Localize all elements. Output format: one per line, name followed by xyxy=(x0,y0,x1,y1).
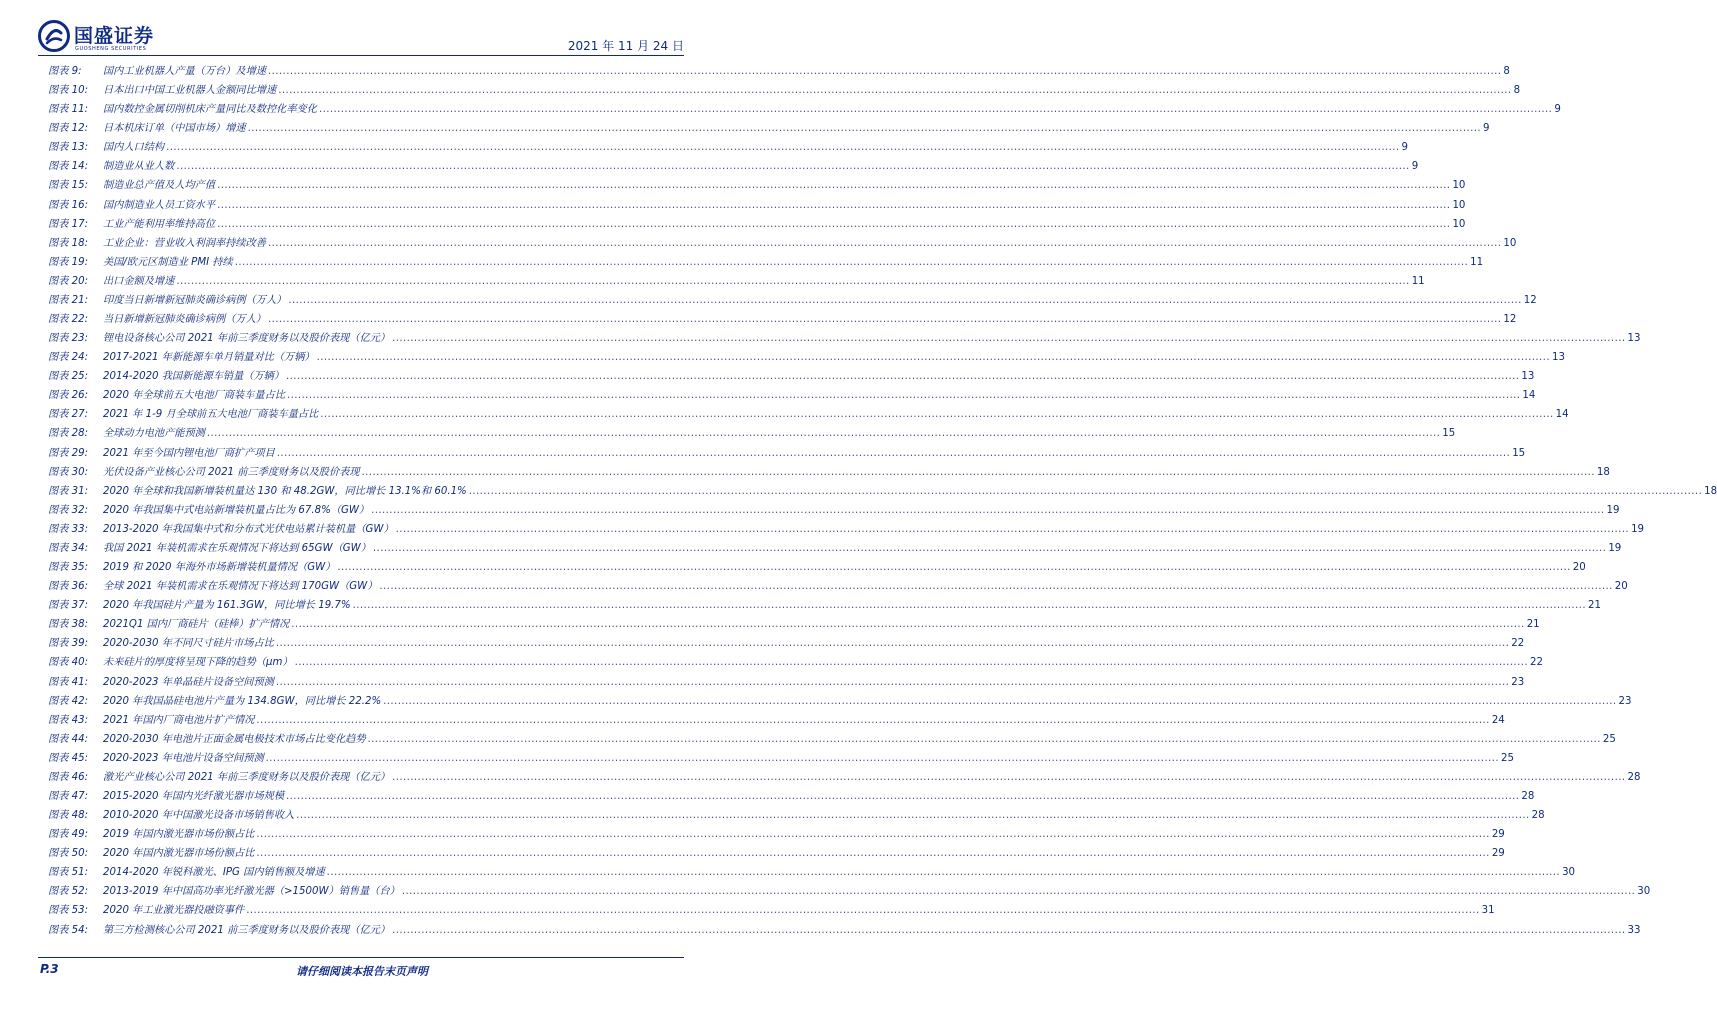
toc-figure-title: 2019 年国内激光器市场份额占比 xyxy=(103,829,255,841)
toc-page-number: 9 xyxy=(1483,123,1490,135)
toc-figure-title: 2015-2020 年国内光纤激光器市场规模 xyxy=(103,790,285,802)
toc-page-number: 10 xyxy=(1503,237,1517,249)
toc-page-number: 13 xyxy=(1627,333,1641,345)
toc-figure-title: 工业产能利用率维持高位 xyxy=(103,218,216,230)
toc-figure-label: 图表 18: xyxy=(48,237,89,249)
toc-figure-label: 图表 36: xyxy=(48,581,89,593)
toc-leader-dots xyxy=(337,558,1570,577)
toc-entry[interactable] xyxy=(48,138,1408,157)
toc-figure-label: 图表 12: xyxy=(48,123,89,135)
toc-figure-title: 2019 和 2020 年海外市场新增装机量情况（GW） xyxy=(103,562,336,574)
toc-page-number: 25 xyxy=(1602,733,1616,745)
toc-figure-label: 图表 19: xyxy=(48,256,89,268)
toc-leader-dots xyxy=(217,176,1450,195)
toc-figure-title: 2020-2030 年电池片正面金属电极技术市场占比变化趋势 xyxy=(103,733,366,745)
toc-leader-dots xyxy=(256,844,1489,863)
toc-page-number: 11 xyxy=(1470,256,1484,268)
toc-page-number: 19 xyxy=(1631,523,1645,535)
toc-leader-dots xyxy=(392,921,1625,940)
toc-figure-label: 图表 43: xyxy=(48,714,89,726)
toc-entry[interactable] xyxy=(48,501,1620,520)
toc-figure-label: 图表 27: xyxy=(48,409,89,421)
toc-figure-label: 图表 13: xyxy=(48,142,89,154)
toc-figure-label: 图表 26: xyxy=(48,390,89,402)
toc-entry[interactable] xyxy=(48,291,1537,310)
toc-page-number: 12 xyxy=(1503,314,1517,326)
toc-leader-dots xyxy=(392,768,1625,787)
toc-page-number: 18 xyxy=(1704,485,1717,497)
toc-page-number: 31 xyxy=(1481,905,1495,917)
toc-page-number: 30 xyxy=(1562,867,1576,879)
toc-entry[interactable] xyxy=(48,577,1628,596)
toc-leader-dots xyxy=(379,577,1612,596)
toc-figure-title: 制造业从业人数 xyxy=(103,161,175,173)
toc-page-number: 28 xyxy=(1531,810,1545,822)
toc-figure-label: 图表 14: xyxy=(48,161,89,173)
toc-figure-label: 图表 45: xyxy=(48,752,89,764)
toc-figure-title: 第三方检测核心公司 2021 前三季度财务以及股价表现（亿元） xyxy=(103,924,391,936)
toc-figure-title: 2013-2019 年中国高功率光纤激光器（>1500W）销售量（台） xyxy=(103,886,400,898)
toc-figure-title: 2021 年国内厂商电池片扩产情况 xyxy=(103,714,255,726)
toc-page-number: 28 xyxy=(1521,790,1535,802)
toc-leader-dots xyxy=(396,520,1629,539)
toc-figure-label: 图表 24: xyxy=(48,352,89,364)
disclaimer-note: 请仔细阅读本报告末页声明 xyxy=(296,965,428,978)
toc-figure-label: 图表 33: xyxy=(48,523,89,535)
toc-figure-title: 美国/欧元区制造业 PMI 持续 xyxy=(103,256,233,268)
toc-entry[interactable] xyxy=(48,157,1419,176)
toc-figure-title: 2020 年全球前五大电池厂商装车量占比 xyxy=(103,390,285,402)
toc-page-number: 8 xyxy=(1513,85,1521,97)
toc-page-number: 25 xyxy=(1501,752,1515,764)
toc-figure-label: 图表 25: xyxy=(48,371,89,383)
page-number: P.3 xyxy=(40,962,59,976)
toc-figure-label: 图表 54: xyxy=(48,924,89,936)
toc-figure-title: 印度当日新增新冠肺炎确诊病例（万人） xyxy=(103,294,287,306)
toc-figure-title: 2021Q1 国内厂商硅片（硅棒）扩产情况 xyxy=(103,619,290,631)
toc-page-number: 24 xyxy=(1491,714,1505,726)
toc-figure-label: 图表 46: xyxy=(48,771,89,783)
toc-figure-title: 2020-2023 年电池片设备空间预测 xyxy=(103,752,264,764)
toc-page-number: 9 xyxy=(1554,104,1561,116)
toc-figure-title: 2020 年工业激光器投融资事件 xyxy=(103,905,245,917)
toc-page-number: 20 xyxy=(1614,581,1628,593)
toc-entry[interactable] xyxy=(48,405,1569,424)
header-divider xyxy=(38,55,684,56)
toc-leader-dots xyxy=(217,215,1450,234)
toc-entry[interactable] xyxy=(48,463,1610,482)
toc-leader-dots xyxy=(319,100,1552,119)
toc-figure-label: 图表 37: xyxy=(48,600,89,612)
toc-leader-dots xyxy=(217,196,1450,215)
toc-page-number: 28 xyxy=(1627,771,1641,783)
toc-figure-title: 日本机床订单（中国市场）增速 xyxy=(103,123,246,135)
toc-entry[interactable] xyxy=(48,272,1425,291)
toc-page-number: 9 xyxy=(1411,161,1419,173)
toc-entry[interactable] xyxy=(48,310,1517,329)
toc-page-number: 19 xyxy=(1606,504,1620,516)
toc-page-number: 10 xyxy=(1452,180,1466,192)
toc-leader-dots xyxy=(287,386,1520,405)
toc-figure-title: 2021 年 1-9 月全球前五大电池厂商装车量占比 xyxy=(103,409,319,421)
toc-figure-label: 图表 38: xyxy=(48,619,89,631)
toc-figure-label: 图表 29: xyxy=(48,447,89,459)
toc-figure-title: 2020 年我国硅片产量为 161.3GW，同比增长 19.7% xyxy=(103,600,351,612)
toc-page-number: 10 xyxy=(1452,218,1466,230)
toc-figure-title: 2017-2021 年新能源车单月销量对比（万辆） xyxy=(103,352,315,364)
toc-figure-label: 图表 10: xyxy=(48,85,89,97)
toc-leader-dots xyxy=(327,863,1560,882)
toc-figure-label: 图表 16: xyxy=(48,199,89,211)
toc-leader-dots xyxy=(176,272,1409,291)
toc-entry[interactable] xyxy=(48,348,1565,367)
toc-leader-dots xyxy=(320,405,1553,424)
toc-figure-label: 图表 20: xyxy=(48,275,89,287)
toc-entry[interactable] xyxy=(48,539,1622,558)
toc-leader-dots xyxy=(353,596,1586,615)
toc-figure-title: 2020 年我国晶硅电池片产量为 134.8GW，同比增长 22.2% xyxy=(103,695,382,707)
toc-figure-label: 图表 44: xyxy=(48,733,89,745)
toc-entry[interactable] xyxy=(48,673,1525,692)
toc-figure-title: 2020 年全球和我国新增装机量达 130 和 48.2GW，同比增长 13.1%和 60.1% xyxy=(103,485,467,497)
toc-figure-label: 图表 32: xyxy=(48,504,89,516)
toc-figure-title: 2013-2020 年我国集中式和分布式光伏电站累计装机量（GW） xyxy=(103,523,394,535)
toc-leader-dots xyxy=(291,615,1524,634)
toc-leader-dots xyxy=(276,673,1509,692)
toc-entry[interactable] xyxy=(48,100,1561,119)
toc-entry[interactable] xyxy=(48,424,1456,443)
toc-entry[interactable] xyxy=(48,768,1641,787)
toc-entry[interactable] xyxy=(48,921,1641,940)
toc-entry[interactable] xyxy=(48,882,1651,901)
toc-figure-label: 图表 9: xyxy=(48,66,82,77)
brand-emblem-icon xyxy=(38,20,70,52)
toc-figure-title: 激光产业核心公司 2021 年前三季度财务以及股价表现（亿元） xyxy=(103,771,391,783)
brand-logo xyxy=(38,20,198,54)
toc-entry[interactable] xyxy=(48,787,1535,806)
toc-leader-dots xyxy=(256,825,1489,844)
toc-page-number: 9 xyxy=(1401,142,1408,154)
toc-page-number: 14 xyxy=(1522,390,1536,402)
toc-figure-label: 图表 30: xyxy=(48,466,89,478)
toc-figure-label: 图表 28: xyxy=(48,428,89,440)
toc-figure-label: 图表 52: xyxy=(48,886,89,898)
toc-figure-label: 图表 50: xyxy=(48,848,89,860)
toc-leader-dots xyxy=(371,501,1604,520)
toc-entry[interactable] xyxy=(48,692,1632,711)
toc-entry[interactable] xyxy=(48,81,1521,100)
toc-entry[interactable] xyxy=(48,196,1466,215)
table-of-figures xyxy=(48,62,1717,940)
toc-page-number: 18 xyxy=(1596,466,1610,478)
brand-name: 国盛证券 xyxy=(74,25,155,47)
toc-figure-label: 图表 17: xyxy=(48,218,89,230)
toc-figure-label: 图表 31: xyxy=(48,485,89,497)
toc-figure-title: 国内工业机器人产量（万台）及增速 xyxy=(103,66,266,77)
toc-figure-title: 2021 年至今国内锂电池厂商扩产项目 xyxy=(103,447,275,459)
toc-page-number: 19 xyxy=(1608,542,1622,554)
toc-leader-dots xyxy=(295,653,1528,672)
toc-page-number: 29 xyxy=(1491,848,1505,860)
toc-leader-dots xyxy=(207,424,1440,443)
toc-figure-title: 国内人口结构 xyxy=(103,142,165,154)
toc-page-number: 15 xyxy=(1512,447,1526,459)
report-date: 2021 年 11 月 24 日 xyxy=(567,39,684,53)
toc-figure-title: 2010-2020 年中国激光设备市场销售收入 xyxy=(103,810,295,822)
toc-page-number: 13 xyxy=(1551,352,1565,364)
toc-figure-title: 我国 2021 年装机需求在乐观情况下将达到 65GW（GW） xyxy=(103,542,371,554)
toc-entry[interactable] xyxy=(48,596,1601,615)
toc-leader-dots xyxy=(235,253,1468,272)
toc-leader-dots xyxy=(392,329,1625,348)
toc-leader-dots xyxy=(268,234,1501,253)
toc-entry[interactable] xyxy=(48,215,1466,234)
toc-figure-title: 全球动力电池产能预测 xyxy=(103,428,205,440)
toc-figure-title: 未来硅片的厚度将呈现下降的趋势（μm） xyxy=(103,657,293,669)
toc-figure-label: 图表 22: xyxy=(48,314,89,326)
toc-figure-title: 锂电设备核心公司 2021 年前三季度财务以及股价表现（亿元） xyxy=(103,333,391,345)
toc-page-number: 22 xyxy=(1529,657,1543,669)
toc-leader-dots xyxy=(402,882,1635,901)
toc-figure-label: 图表 40: xyxy=(48,657,89,669)
toc-page-number: 23 xyxy=(1618,695,1632,707)
toc-entry[interactable] xyxy=(48,386,1536,405)
toc-page-number: 13 xyxy=(1521,371,1535,383)
toc-figure-label: 图表 51: xyxy=(48,867,89,879)
toc-figure-title: 2020 年国内激光器市场份额占比 xyxy=(103,848,255,860)
toc-leader-dots xyxy=(368,730,1601,749)
toc-entry[interactable] xyxy=(48,615,1540,634)
toc-leader-dots xyxy=(286,787,1519,806)
toc-figure-label: 图表 11: xyxy=(48,104,89,116)
toc-figure-title: 2020-2023 年单晶硅片设备空间预测 xyxy=(103,676,274,688)
toc-entry[interactable] xyxy=(48,329,1641,348)
toc-leader-dots xyxy=(362,463,1595,482)
toc-figure-title: 制造业总产值及人均产值 xyxy=(103,180,216,192)
toc-figure-title: 2014-2020 我国新能源车销量（万辆） xyxy=(103,371,285,383)
toc-entry[interactable] xyxy=(48,634,1525,653)
toc-leader-dots xyxy=(248,119,1481,138)
toc-page-number: 22 xyxy=(1511,638,1525,650)
toc-entry[interactable] xyxy=(48,482,1717,501)
toc-entry[interactable] xyxy=(48,367,1535,386)
toc-page-number: 20 xyxy=(1572,562,1586,574)
toc-page-number: 33 xyxy=(1627,924,1641,936)
toc-figure-label: 图表 48: xyxy=(48,810,89,822)
toc-figure-label: 图表 42: xyxy=(48,695,89,707)
toc-page-number: 21 xyxy=(1526,619,1540,631)
toc-entry[interactable] xyxy=(48,520,1645,539)
toc-figure-title: 国内制造业人员工资水平 xyxy=(103,199,216,211)
toc-leader-dots xyxy=(246,901,1479,920)
toc-leader-dots xyxy=(373,539,1606,558)
toc-leader-dots xyxy=(469,482,1702,501)
toc-page-number: 21 xyxy=(1587,600,1601,612)
toc-figure-label: 图表 15: xyxy=(48,180,89,192)
toc-figure-label: 图表 47: xyxy=(48,790,89,802)
toc-entry[interactable] xyxy=(48,730,1616,749)
toc-entry[interactable] xyxy=(48,62,1510,81)
toc-figure-label: 图表 39: xyxy=(48,638,89,650)
toc-entry[interactable] xyxy=(48,253,1484,272)
toc-entry[interactable] xyxy=(48,863,1576,882)
toc-page-number: 30 xyxy=(1637,886,1651,898)
toc-entry[interactable] xyxy=(48,558,1586,577)
toc-entry[interactable] xyxy=(48,806,1545,825)
toc-figure-title: 出口金额及增速 xyxy=(103,275,175,287)
toc-figure-title: 当日新增新冠肺炎确诊病例（万人） xyxy=(103,314,266,326)
footer-divider xyxy=(38,957,684,958)
toc-entry[interactable] xyxy=(48,119,1490,138)
toc-figure-label: 图表 49: xyxy=(48,829,89,841)
toc-leader-dots xyxy=(266,749,1499,768)
toc-figure-title: 日本出口中国工业机器人金额同比增速 xyxy=(103,85,277,97)
toc-entry[interactable] xyxy=(48,844,1505,863)
toc-leader-dots xyxy=(278,81,1511,100)
toc-leader-dots xyxy=(383,692,1616,711)
toc-page-number: 23 xyxy=(1511,676,1525,688)
toc-figure-title: 光伏设备产业核心公司 2021 前三季度财务以及股价表现 xyxy=(103,466,360,478)
toc-figure-title: 2020 年我国集中式电站新增装机量占比为 67.8%（GW） xyxy=(103,504,370,516)
toc-page-number: 12 xyxy=(1523,294,1537,306)
toc-entry[interactable] xyxy=(48,901,1495,920)
toc-leader-dots xyxy=(317,348,1550,367)
toc-entry[interactable] xyxy=(48,444,1526,463)
toc-figure-title: 国内数控金属切削机床产量同比及数控化率变化 xyxy=(103,104,317,116)
toc-figure-label: 图表 35: xyxy=(48,562,89,574)
toc-leader-dots xyxy=(256,711,1489,730)
toc-figure-label: 图表 53: xyxy=(48,905,89,917)
toc-entry[interactable] xyxy=(48,825,1505,844)
toc-leader-dots xyxy=(296,806,1529,825)
toc-page-number: 11 xyxy=(1411,275,1425,287)
toc-leader-dots xyxy=(268,62,1501,81)
toc-figure-label: 图表 21: xyxy=(48,294,89,306)
toc-leader-dots xyxy=(286,367,1519,386)
toc-entry[interactable] xyxy=(48,234,1517,253)
toc-leader-dots xyxy=(176,157,1409,176)
toc-page-number: 29 xyxy=(1491,829,1505,841)
toc-leader-dots xyxy=(276,634,1509,653)
toc-entry[interactable] xyxy=(48,176,1466,195)
toc-figure-title: 2014-2020 年锐科激光、IPG 国内销售额及增速 xyxy=(103,867,325,879)
toc-figure-label: 图表 41: xyxy=(48,676,89,688)
brand-name-en: GUOSHENG SECURITIES xyxy=(75,46,147,52)
toc-page-number: 10 xyxy=(1452,199,1466,211)
toc-entry[interactable] xyxy=(48,749,1515,768)
toc-leader-dots xyxy=(268,310,1501,329)
toc-page-number: 14 xyxy=(1555,409,1569,421)
toc-page-number: 8 xyxy=(1503,66,1510,77)
toc-entry[interactable] xyxy=(48,653,1543,672)
toc-leader-dots xyxy=(277,444,1510,463)
toc-page-number: 15 xyxy=(1442,428,1456,440)
toc-figure-label: 图表 23: xyxy=(48,333,89,345)
toc-entry[interactable] xyxy=(48,711,1505,730)
toc-figure-title: 全球 2021 年装机需求在乐观情况下将达到 170GW（GW） xyxy=(103,581,378,593)
toc-leader-dots xyxy=(288,291,1521,310)
toc-figure-title: 2020-2030 年不同尺寸硅片市场占比 xyxy=(103,638,274,650)
toc-figure-title: 工业企业：营业收入利润率持续改善 xyxy=(103,237,266,249)
toc-figure-label: 图表 34: xyxy=(48,542,89,554)
toc-leader-dots xyxy=(166,138,1399,157)
